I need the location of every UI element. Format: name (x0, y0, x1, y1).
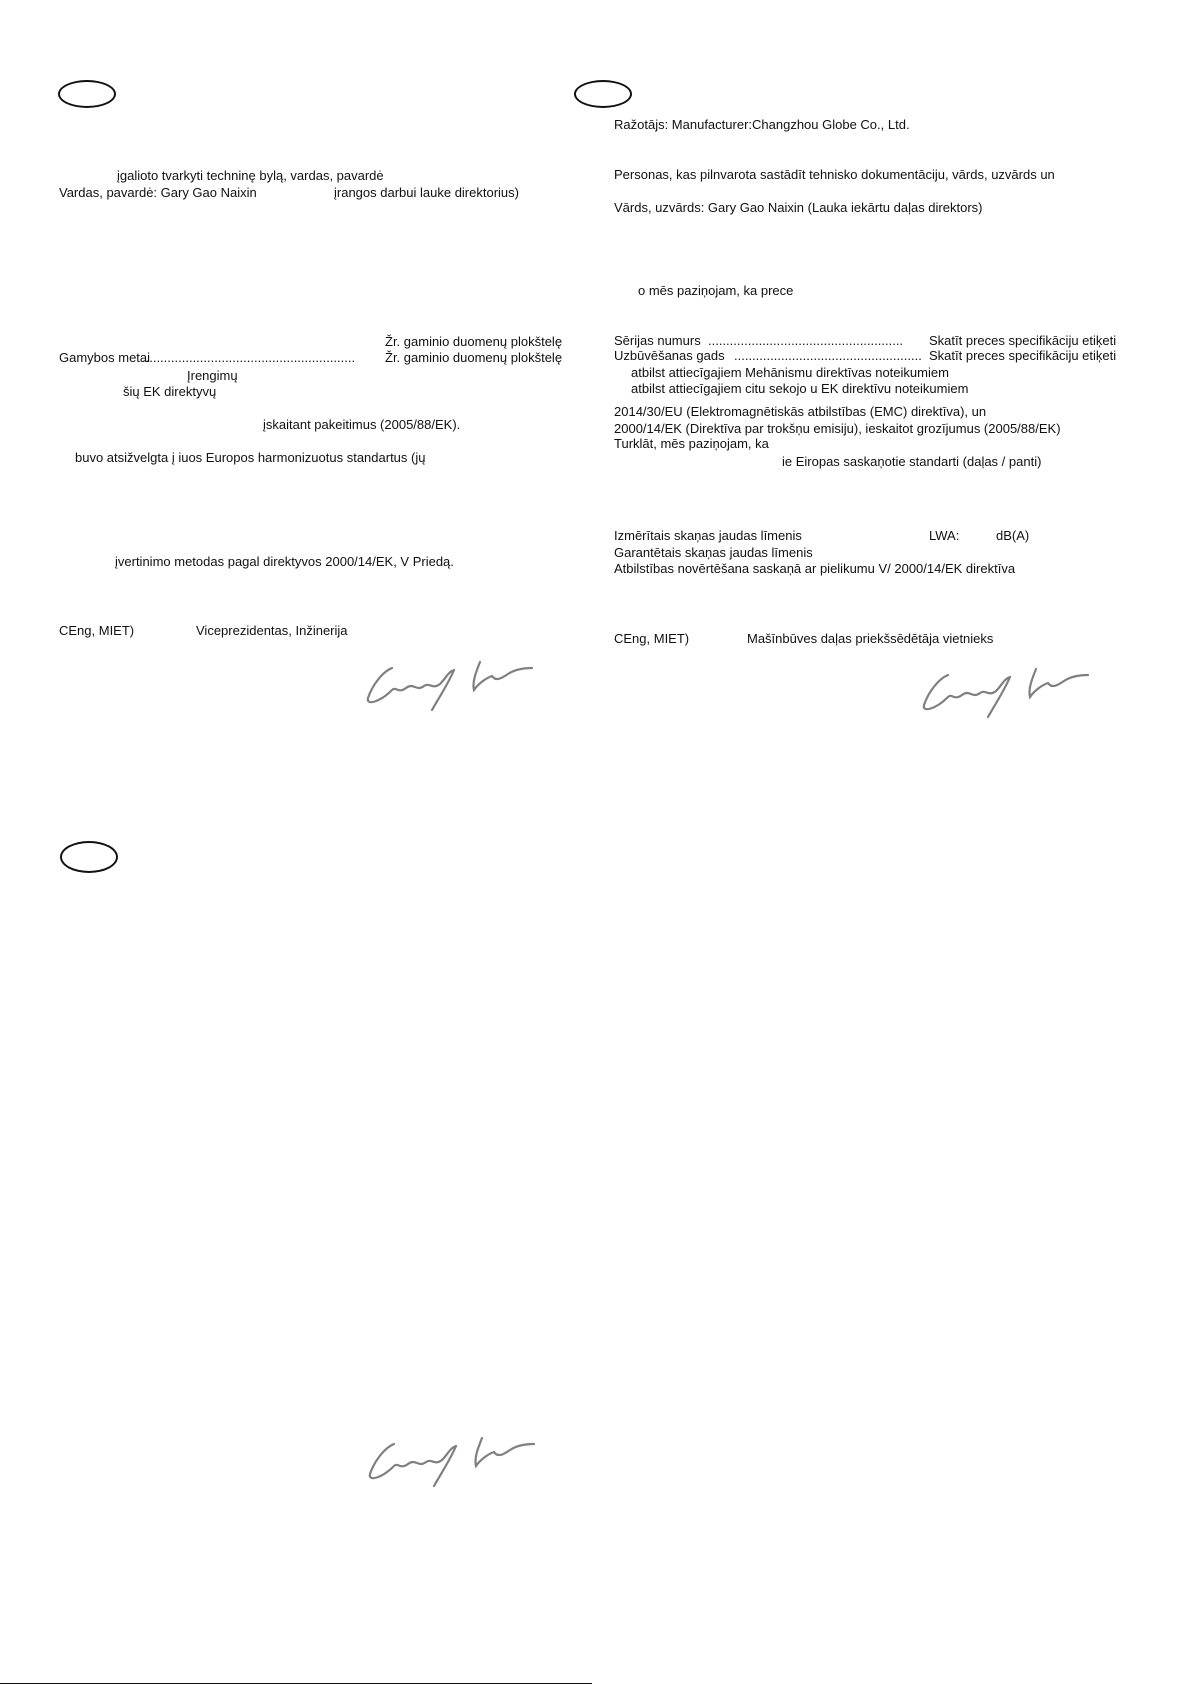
language-badge-right (574, 80, 632, 108)
year-label-right: Uzbūvēšanas gads (614, 348, 725, 363)
signature-lower (364, 1424, 574, 1490)
year-dots-right: .................................................... (734, 348, 922, 363)
serial-value: Žr. gaminio duomenų plokštelę (385, 334, 563, 349)
noise-directive-line: 2000/14/EK (Direktīva par trokšņu emisiju), ieskaitot grozījumus (2005/88/EK) (614, 421, 1061, 436)
credentials: CEng, MIET) (59, 623, 135, 638)
declaration-line: o mēs paziņojam, ka prece (638, 283, 794, 298)
name-title: įrangos darbui lauke direktorius) (334, 185, 519, 200)
serial-dots: ...................................................... (708, 333, 904, 348)
year-dots: ........................................................... (142, 350, 356, 365)
standards-line: buvo atsižvelgta į iuos Europos harmonizuotus standartus (jų (75, 450, 426, 465)
guaranteed-sound-label: Garantētais skaņas jaudas līmenis (614, 545, 813, 560)
furthermore-line: Turklāt, mēs paziņojam, ka (614, 436, 769, 451)
authorized-person-label: įgalioto tvarkyti techninę bylą, vardas, pavardė (117, 168, 384, 183)
name-line-right: Vārds, uzvārds: Gary Gao Naixin (Lauka iekārtu daļas direktors) (614, 200, 983, 215)
signature-left (362, 648, 572, 714)
dba-unit: dB(A) (996, 528, 1030, 543)
year-value: Žr. gaminio duomenų plokštelę (385, 350, 563, 365)
signatory-title: Viceprezidentas, Inžinerija (196, 623, 348, 638)
amendments-line: įskaitant pakeitimus (2005/88/EK). (263, 417, 461, 432)
language-badge-lower (60, 841, 118, 873)
serial-value-right: Skatīt preces specifikāciju etiķeti (929, 333, 1117, 348)
language-badge-left (58, 80, 116, 108)
machinery-directive-line: atbilst attiecīgajiem Mehānismu direktīvas noteikumiem (631, 365, 949, 380)
emc-directive-line: 2014/30/EU (Elektromagnētiskās atbilstības (EMC) direktīva), un (614, 404, 987, 419)
standards-line-right: ie Eiropas saskaņotie standarti (daļas / panti) (782, 454, 1042, 469)
signatory-title-right: Mašīnbūves daļas priekšsēdētāja vietnieks (747, 631, 994, 646)
assessment-line: įvertinimo metodas pagal direktyvos 2000/14/EK, V Priedą. (115, 554, 454, 569)
bottom-rule (0, 1683, 592, 1684)
authorized-person-line: Personas, kas pilnvarota sastādīt tehnisko dokumentāciju, vārds, uzvārds un (614, 167, 1055, 182)
year-value-right: Skatīt preces specifikāciju etiķeti (929, 348, 1117, 363)
equipment-label: Įrengimų (187, 368, 238, 383)
manufacturer-line: Ražotājs: Manufacturer:Changzhou Globe Co., Ltd. (614, 117, 910, 132)
year-label: Gamybos metai (59, 350, 151, 365)
directives-label: šių EK direktyvų (123, 384, 217, 399)
assessment-line-right: Atbilstības novērtēšana saskaņā ar pielikumu V/ 2000/14/EK direktīva (614, 561, 1016, 576)
signature-right (918, 655, 1128, 721)
name-line: Vardas, pavardė: Gary Gao Naixin (59, 185, 257, 200)
credentials-right: CEng, MIET) (614, 631, 690, 646)
measured-sound-label: Izmērītais skaņas jaudas līmenis (614, 528, 802, 543)
serial-label: Sērijas numurs (614, 333, 701, 348)
other-directives-line: atbilst attiecīgajiem citu sekojo u EK direktīvu noteikumiem (631, 381, 969, 396)
lwa-label: LWA: (929, 528, 960, 543)
